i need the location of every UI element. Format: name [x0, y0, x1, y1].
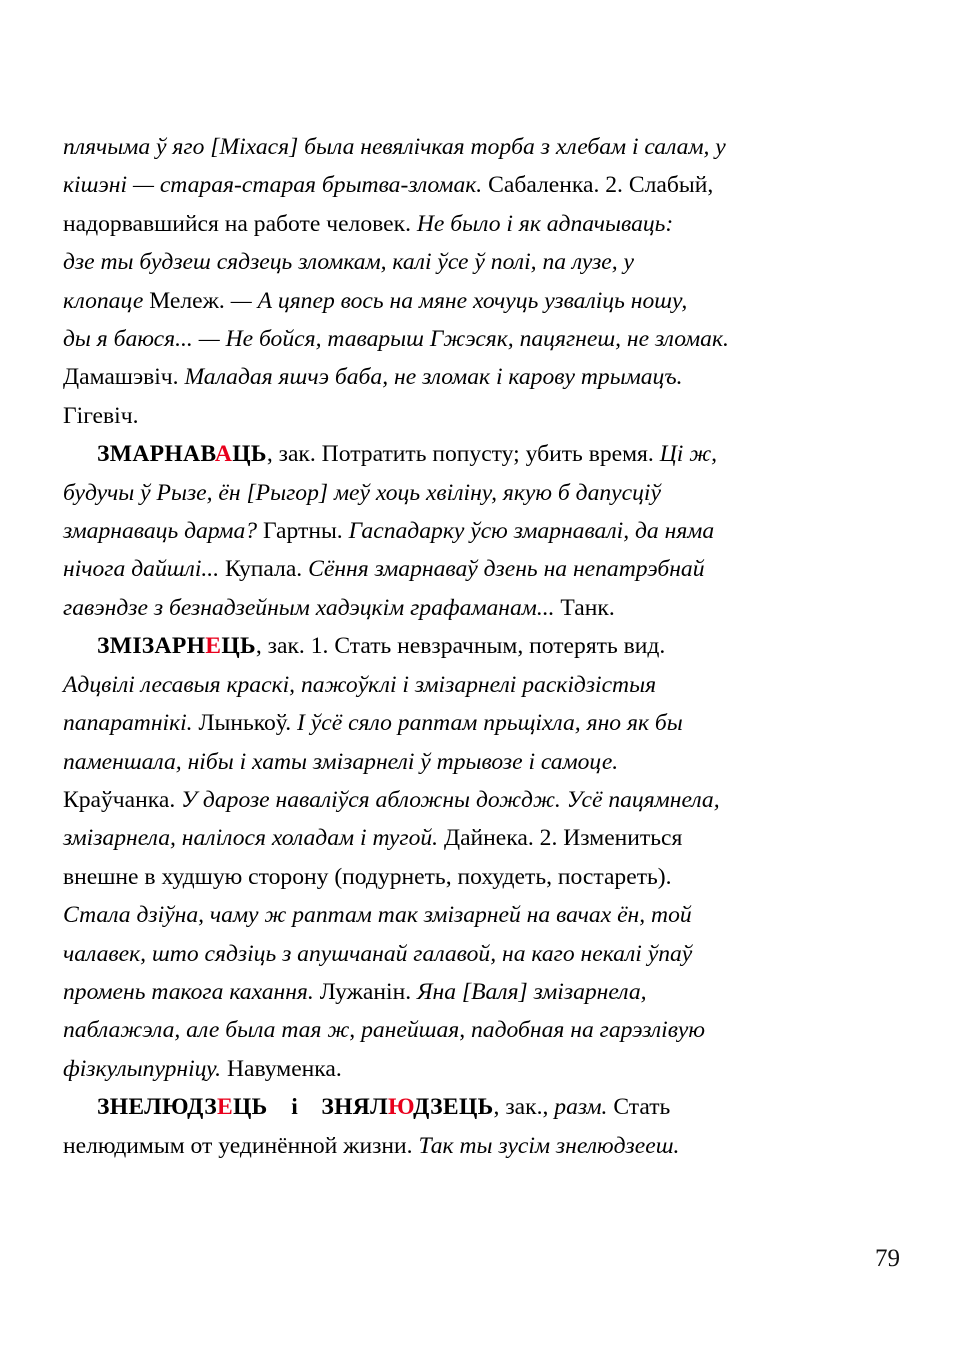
citation-text: разм.: [554, 1094, 608, 1121]
text-line: [63, 973, 901, 1011]
citation-text: Гаспадарку ўсю змарнавалі, да няма: [348, 518, 715, 545]
text-line: [63, 781, 901, 819]
text-line: [63, 1127, 901, 1165]
definition-text: Гартны.: [257, 518, 349, 545]
text-line: [63, 550, 901, 588]
definition-text: внешне в худшую сторону (подурнеть, похудеть, постареть).: [63, 863, 672, 890]
definition-text: Сабаленка. 2. Слабый,: [482, 172, 714, 199]
citation-text: — А цяпер вось на мяне хочуць узваліць ношу,: [230, 287, 688, 314]
text-line: [63, 243, 901, 281]
text-line: [63, 589, 901, 627]
text-line: [63, 205, 901, 243]
definition-text: Лынькоў.: [192, 710, 298, 737]
text-line: [63, 474, 901, 512]
definition-text: Стать: [607, 1094, 671, 1121]
citation-text: паблажэла, але была тая ж, ранейшая, падобная на гарэзлівую: [63, 1017, 706, 1044]
stressed-vowel: Ю: [387, 1094, 414, 1121]
citation-text: змарнаваць дарма?: [63, 518, 258, 545]
definition-text: Танк.: [554, 594, 615, 621]
headword-conjunction: і: [267, 1094, 322, 1121]
citation-text: кішэні — старая-старая брытва-зломак.: [63, 172, 483, 199]
headword-prefix: ЗНЯЛ: [321, 1094, 388, 1121]
text-line: [63, 128, 901, 166]
citation-text: чалавек, што сядзіць з апушчанай галавой, на каго некалі ўпаў: [63, 940, 693, 967]
definition-text: Дамашэвіч.: [63, 364, 185, 391]
definition-text: Навуменка.: [221, 1055, 342, 1082]
headword-prefix: ЗМАРНАВ: [97, 441, 215, 468]
definition-text: Дайнека. 2. Измениться: [438, 825, 683, 852]
citation-text: клопаце: [63, 287, 144, 314]
headword-variant-2: [321, 1094, 493, 1120]
citation-text: У дарозе наваліўся абложны дождж. Усё пацямнела,: [181, 786, 720, 813]
citation-text: паменшала, нібы і хаты змізарнелі ў трывозе і самоце.: [63, 748, 619, 775]
citation-text: будучы ў Рызе, ён [Рыгор] меў хоць хвіліну, якую б дапусціў: [63, 479, 661, 506]
headword-variant-1: [97, 1094, 268, 1120]
citation-text: плячыма ў яго [Міхася] была невялічкая торба з хлебам і салам, у: [63, 134, 726, 160]
citation-text: Маладая яшчэ баба, не зломак і карову трымацъ.: [184, 364, 683, 391]
headword: [97, 441, 267, 467]
citation-text: гавэндзе з безнадзейным хадэцкім графаманам...: [63, 594, 555, 621]
text-line: [63, 358, 901, 396]
citation-text: промень такога кахання.: [63, 978, 314, 1005]
citation-text: Сёння змарнаваў дзень на непатрэбнай: [308, 556, 705, 583]
headword-suffix: ЦЬ: [233, 1094, 268, 1121]
definition-text: надорвавшийся на работе человек.: [63, 210, 411, 237]
text-line: [63, 819, 901, 857]
page-number: 79: [875, 1245, 900, 1272]
text-line: [63, 166, 901, 204]
text-line: [63, 858, 901, 896]
citation-text: Не было і як адпачываць:: [410, 210, 674, 237]
text-line: [63, 1011, 901, 1049]
headword: [97, 633, 256, 659]
text-column: [63, 128, 901, 1165]
citation-text: Адцвілі лесавыя краскі, пажоўклі і змізарнелі раскідзістыя: [63, 671, 657, 698]
stressed-vowel: Е: [216, 1094, 234, 1121]
stressed-vowel: Е: [205, 633, 222, 660]
citation-text: Ці ж,: [653, 441, 718, 468]
headword-prefix: ЗМІЗАРН: [97, 633, 206, 660]
citation-text: папаратнікі.: [63, 710, 193, 737]
definition-text: Гігевіч.: [63, 402, 139, 429]
headword-suffix: ЦЬ: [221, 633, 256, 660]
text-line: [63, 1050, 901, 1088]
citation-text: Стала дзіўна, чаму ж раптам так змізарней на вачах ён, той: [63, 902, 692, 929]
citation-text: Так ты зусім знелюдзееш.: [412, 1132, 680, 1159]
citation-text: нічога дайшлі...: [63, 556, 220, 583]
definition-text: , зак. 1. Стать невзрачным, потерять вид.: [255, 633, 666, 660]
text-line: [63, 320, 901, 358]
text-line: [63, 704, 901, 742]
definition-text: , зак. Потратить попусту; убить время.: [266, 441, 654, 468]
text-line: [63, 282, 901, 320]
text-line: [63, 666, 901, 704]
text-line: [63, 1088, 901, 1126]
headword-prefix: ЗНЕЛЮДЗ: [97, 1094, 217, 1121]
citation-text: змізарнела, налілося холадам і тугой.: [63, 825, 439, 852]
definition-text: нелюдимым от уединённой жизни.: [63, 1132, 413, 1159]
text-line: [63, 743, 901, 781]
definition-text: Краўчанка.: [63, 786, 182, 813]
stressed-vowel: А: [214, 441, 233, 468]
definition-text: Купала.: [219, 556, 309, 583]
text-line: [63, 512, 901, 550]
citation-text: ды я баюся... — Не бойся, таварыш Гжэсяк, пацягнеш, не зломак.: [63, 326, 729, 353]
text-line: [63, 896, 901, 934]
text-line: [63, 935, 901, 973]
citation-text: фізкулыпурніцу.: [63, 1055, 222, 1082]
text-line: [63, 397, 901, 435]
definition-text: Лужанін.: [313, 978, 417, 1005]
citation-text: Яна [Валя] змізарнела,: [417, 978, 647, 1005]
text-line: [63, 627, 901, 665]
definition-text: , зак.,: [493, 1094, 555, 1121]
headword-suffix: ДЗЕЦЬ: [413, 1094, 494, 1121]
definition-text: Мележ.: [143, 287, 231, 314]
headword-suffix: ЦЬ: [232, 441, 267, 468]
citation-text: І ўсё сяло раптам прьщіхла, яно як бы: [297, 710, 683, 737]
citation-text: дзе ты будзеш сядзець зломкам, калі ўсе ў полі, па лузе, у: [63, 249, 635, 276]
text-line: [63, 435, 901, 473]
